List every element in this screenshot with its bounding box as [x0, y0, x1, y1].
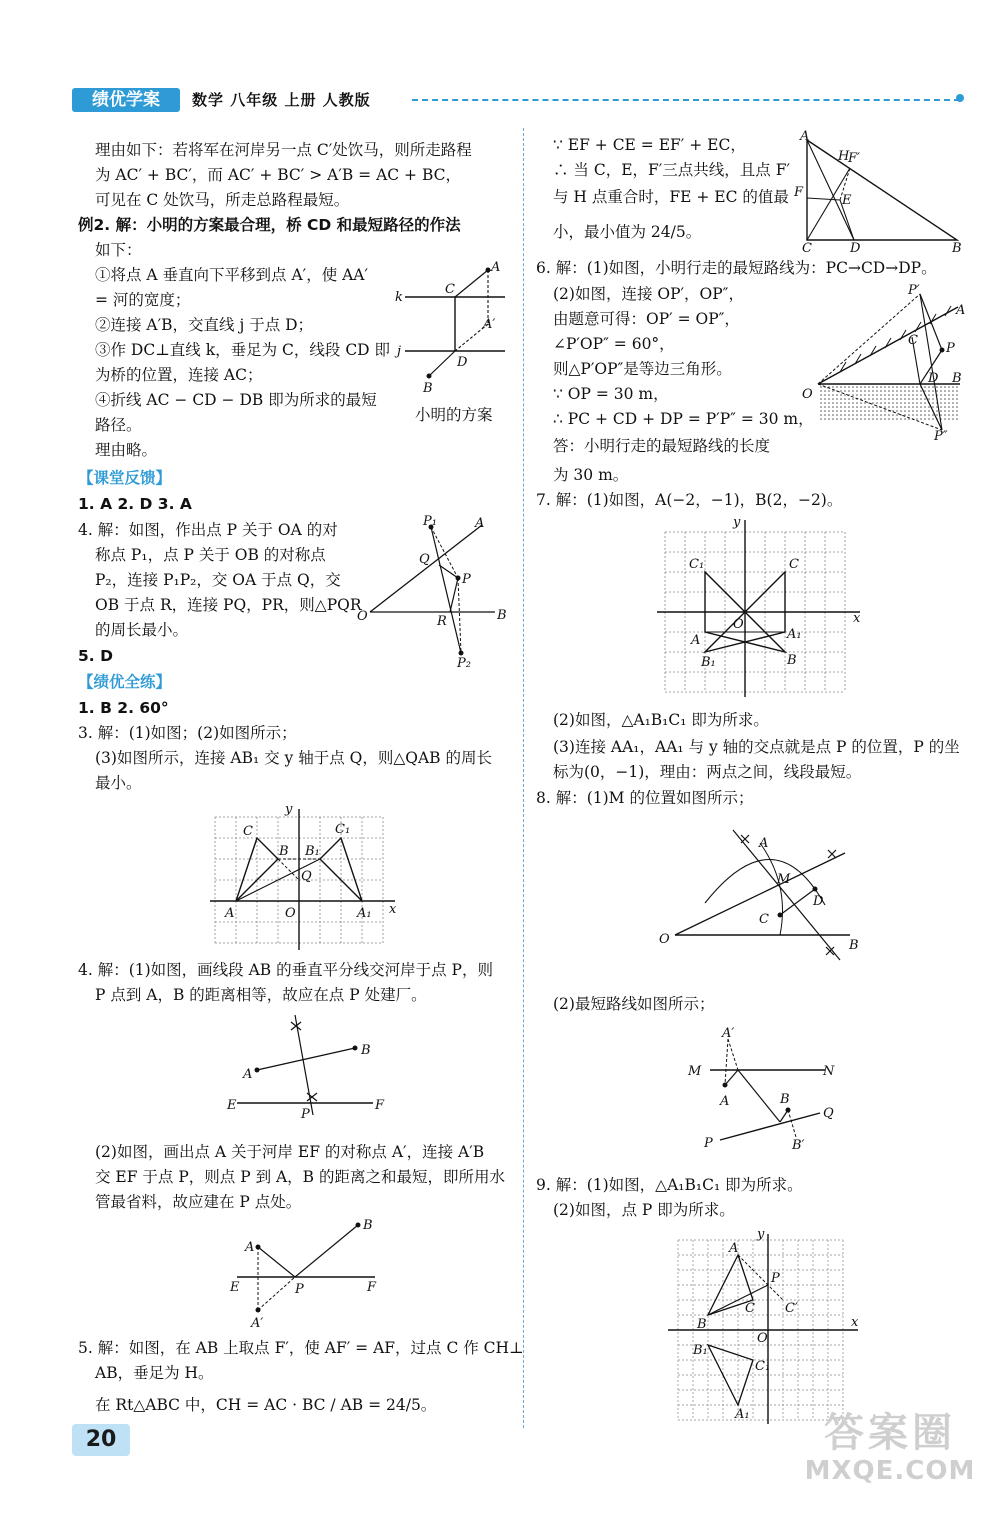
figure-caption: 小明的方案 — [415, 406, 493, 424]
text-line: 为 30 m。 — [553, 466, 629, 484]
text-line: 由题意可得：OP′ = OP″， — [553, 310, 740, 328]
text-line: 为 AC′ + BC′，而 AC′ + BC′ > A′B = AC + BC， — [95, 166, 462, 184]
fig-label: C — [445, 282, 455, 297]
text-line: 路径。 — [95, 416, 142, 434]
fig-label: B — [497, 608, 507, 623]
text-line: 的周长最小。 — [95, 621, 189, 639]
fig-label: B₁ — [701, 655, 716, 670]
text-line: 答：小明行走的最短路线的长度 — [553, 437, 771, 455]
fig-label: P₂ — [457, 656, 471, 671]
fig-label: y — [285, 802, 293, 817]
fig-label: P — [462, 572, 471, 587]
fig-label: B — [952, 241, 962, 256]
fig-label: P — [771, 1271, 780, 1286]
text-line: ③作 DC⊥直线 k，垂足为 C，线段 CD 即 — [95, 341, 391, 359]
fig-label: B — [361, 1043, 371, 1058]
fig-label: B — [363, 1218, 373, 1233]
fig-label: O — [757, 1331, 768, 1346]
fig-label: A₁ — [735, 1407, 750, 1422]
brand-logo: 绩优学案 — [72, 88, 180, 112]
text-line: 理由略。 — [95, 441, 158, 459]
fig-label: P′ — [908, 283, 920, 298]
fig-label: A — [759, 836, 769, 851]
fig-label: y — [733, 515, 741, 530]
fig-label: B — [697, 1317, 707, 1332]
fig-label: P″ — [934, 429, 948, 444]
fig-label: y — [757, 1227, 765, 1242]
fig-label: A₁ — [357, 906, 372, 921]
text-line: 4. 解：如图，作出点 P 关于 OA 的对 — [78, 521, 338, 539]
fig-label: C₁ — [335, 822, 351, 837]
text-line: 为桥的位置，连接 AC； — [95, 366, 263, 384]
fig-label: B — [787, 653, 797, 668]
figure-grid-q9 — [663, 1227, 863, 1427]
fig-label: P — [946, 341, 955, 356]
fig-label: A — [225, 906, 235, 921]
fig-label: Q — [823, 1106, 834, 1121]
fig-label: A — [691, 633, 701, 648]
text-line: 8. 解：(1)M 的位置如图所示； — [536, 789, 754, 807]
text-line: (3)连接 AA₁，AA₁ 与 y 轴的交点就是点 P 的位置，P 的坐 — [553, 738, 960, 756]
text-line: 称点 P₁，点 P 关于 OB 的对称点 — [95, 546, 326, 564]
fig-label: A — [475, 516, 485, 531]
fig-label: B′ — [792, 1138, 805, 1153]
text-line: 如下： — [95, 241, 142, 259]
text-line: 在 Rt△ABC 中，CH = AC · BC / AB = 24/5。 — [95, 1396, 437, 1414]
text-line: (2)如图，画出点 A 关于河岸 EF 的对称点 A′，连接 A′B — [95, 1143, 485, 1161]
fig-label: P — [704, 1136, 713, 1151]
fig-label: E — [227, 1098, 237, 1113]
answer-line: 5. D — [78, 647, 113, 665]
fig-label: C — [908, 333, 918, 348]
fig-label: E — [842, 193, 852, 208]
fig-label: A — [729, 1241, 739, 1256]
fig-label: A — [243, 1067, 253, 1082]
fig-label: A′ — [483, 317, 496, 332]
text-line: 最小。 — [95, 774, 142, 792]
fig-label: C — [802, 241, 812, 256]
figure-pqr-reflection — [355, 515, 515, 670]
fig-label: A — [800, 129, 810, 144]
fig-label: A′ — [251, 1316, 264, 1331]
text-line: ∴ 当 C，E，F′三点共线，且点 F′ — [553, 161, 791, 179]
example-heading: 例2. 解：小明的方案最合理，桥 CD 和最短路径的作法 — [78, 216, 461, 234]
fig-label: B₁ — [693, 1343, 708, 1358]
fig-label: D — [813, 894, 824, 909]
fig-label: M — [777, 872, 791, 887]
fig-label: A₁ — [787, 627, 802, 642]
fig-label: B — [952, 371, 962, 386]
section-heading: 【绩优全练】 — [78, 673, 172, 691]
text-line: ④折线 AC − CD − DB 即为所求的最短 — [95, 391, 377, 409]
fig-label: O — [733, 617, 744, 632]
fig-label: E — [230, 1280, 240, 1295]
fig-label: D — [928, 371, 939, 386]
fig-label: x — [389, 902, 397, 917]
fig-label: F — [367, 1280, 377, 1295]
page-number: 20 — [72, 1424, 130, 1456]
fig-label: j — [397, 344, 402, 359]
figure-perp-bisector — [225, 1010, 395, 1125]
fig-label: C — [789, 557, 799, 572]
text-line: ∴ PC + CD + DP = P′P″ = 30 m， — [553, 410, 814, 428]
watermark-line: MXQE.COM — [804, 1456, 976, 1486]
fig-label: C′ — [785, 1301, 798, 1316]
fig-label: C₁ — [689, 557, 705, 572]
fig-label: B — [849, 938, 859, 953]
text-line: 理由如下：若将军在河岸另一点 C′处饮马，则所走路程 — [95, 141, 472, 159]
text-line: 5. 解：如图，在 AB 上取点 F′，使 AF′ = AF，过点 C 作 CH⊥ — [78, 1339, 524, 1357]
figure-river-reflection — [225, 1215, 395, 1335]
figure-grid-q7 — [655, 512, 870, 697]
text-line: 7. 解：(1)如图，A(−2，−1)，B(2，−2)。 — [536, 491, 843, 509]
fig-label: A — [956, 303, 966, 318]
fig-label: B₁ — [305, 844, 320, 859]
fig-label: A — [245, 1240, 255, 1255]
fig-label: Q — [419, 552, 430, 567]
text-line: 与 H 点重合时，FE + EC 的值最 — [553, 188, 789, 206]
figure-angle-bisector-m — [655, 825, 870, 975]
text-line: 6. 解：(1)如图，小明行走的最短路线为：PC→CD→DP。 — [536, 259, 937, 277]
fig-label: F — [794, 185, 804, 200]
watermark-line: 答案圈 — [824, 1410, 956, 1456]
answer-line: 1. A 2. D 3. A — [78, 495, 192, 513]
section-heading: 【课堂反馈】 — [78, 469, 172, 487]
text-line: OB 于点 R，连接 PQ，PR，则△PQR — [95, 596, 362, 614]
text-line: ①将点 A 垂直向下平移到点 A′，使 AA′ — [95, 266, 369, 284]
text-line: 3. 解：(1)如图；(2)如图所示； — [78, 724, 297, 742]
text-line: 交 EF 于点 P，则点 P 到 A，B 的距离之和最短，即所用水 — [95, 1168, 506, 1186]
fig-label: D — [457, 355, 468, 370]
fig-label: R — [437, 614, 447, 629]
fig-label: H — [838, 149, 850, 164]
text-line: (2)如图，△A₁B₁C₁ 即为所求。 — [553, 711, 769, 729]
fig-label: C — [745, 1301, 755, 1316]
fig-label: A — [491, 260, 501, 275]
fig-label: Q — [301, 869, 312, 884]
watermark — [790, 1410, 990, 1486]
text-line: (3)如图所示，连接 AB₁ 交 y 轴于点 Q，则△QAB 的周长 — [95, 749, 492, 767]
fig-label: B — [423, 381, 433, 396]
page-header — [72, 86, 962, 116]
fig-label: A — [720, 1094, 730, 1109]
header-dot — [956, 94, 964, 102]
fig-label: x — [853, 611, 861, 626]
text-line: = 河的宽度； — [95, 291, 191, 309]
fig-label: P — [301, 1107, 310, 1122]
fig-label: P₁ — [423, 514, 437, 529]
fig-label: B — [279, 844, 289, 859]
text-line: 9. 解：(1)如图，△A₁B₁C₁ 即为所求。 — [536, 1176, 803, 1194]
fig-label: C — [243, 824, 253, 839]
fig-label: D — [850, 241, 861, 256]
fig-label: O — [802, 387, 813, 402]
figure-right-triangle — [792, 128, 972, 256]
text-line: 标为(0，−1)，理由：两点之间，线段最短。 — [553, 763, 862, 781]
text-line: (2)最短路线如图所示； — [553, 995, 715, 1013]
fig-label: F — [375, 1098, 385, 1113]
fig-label: O — [659, 932, 670, 947]
text-line: P₂，连接 P₁P₂，交 OA 于点 Q，交 — [95, 571, 341, 589]
text-line: ∵ EF + CE = EF′ + EC， — [553, 136, 746, 154]
text-line: ∠P′OP″ = 60°， — [553, 335, 675, 353]
fig-label: x — [851, 1315, 859, 1330]
figure-bridge — [395, 258, 515, 418]
text-line: P 点到 A，B 的距离相等，故应在点 P 处建厂。 — [95, 986, 427, 1004]
fig-label: B — [780, 1092, 790, 1107]
fig-label: O — [357, 609, 368, 624]
figure-shortest-path — [680, 1025, 850, 1155]
text-line: AB，垂足为 H。 — [95, 1364, 214, 1382]
text-line: 则△P′OP″是等边三角形。 — [553, 360, 732, 378]
text-line: (2)如图，连接 OP′，OP″， — [553, 285, 744, 303]
text-line: ∵ OP = 30 m， — [553, 385, 669, 403]
text-line: 管最省料，故应建在 P 点处。 — [95, 1193, 302, 1211]
answer-line: 1. B 2. 60° — [78, 699, 169, 717]
text-line: (2)如图，点 P 即为所求。 — [553, 1201, 735, 1219]
text-line: 4. 解：(1)如图，画线段 AB 的垂直平分线交河岸于点 P，则 — [78, 961, 493, 979]
fig-label: C₁ — [755, 1359, 771, 1374]
fig-label: N — [823, 1064, 835, 1079]
text-line: 可见在 C 处饮马，所走总路程最短。 — [95, 191, 350, 209]
text-line: 小，最小值为 24/5。 — [553, 223, 702, 241]
fig-label: F′ — [848, 151, 860, 166]
header-title: 数学 八年级 上册 人教版 — [192, 91, 371, 109]
fig-label: A′ — [722, 1026, 735, 1041]
fig-label: P — [295, 1282, 304, 1297]
text-line: ②连接 A′B，交直线 j 于点 D； — [95, 316, 314, 334]
column-divider — [523, 128, 524, 1428]
fig-label: C — [759, 912, 769, 927]
fig-label: O — [285, 906, 296, 921]
fig-label: M — [688, 1064, 702, 1079]
figure-angle-river — [800, 282, 975, 442]
figure-grid-q3 — [195, 802, 405, 953]
fig-label: k — [395, 290, 403, 305]
header-rule — [412, 99, 960, 101]
